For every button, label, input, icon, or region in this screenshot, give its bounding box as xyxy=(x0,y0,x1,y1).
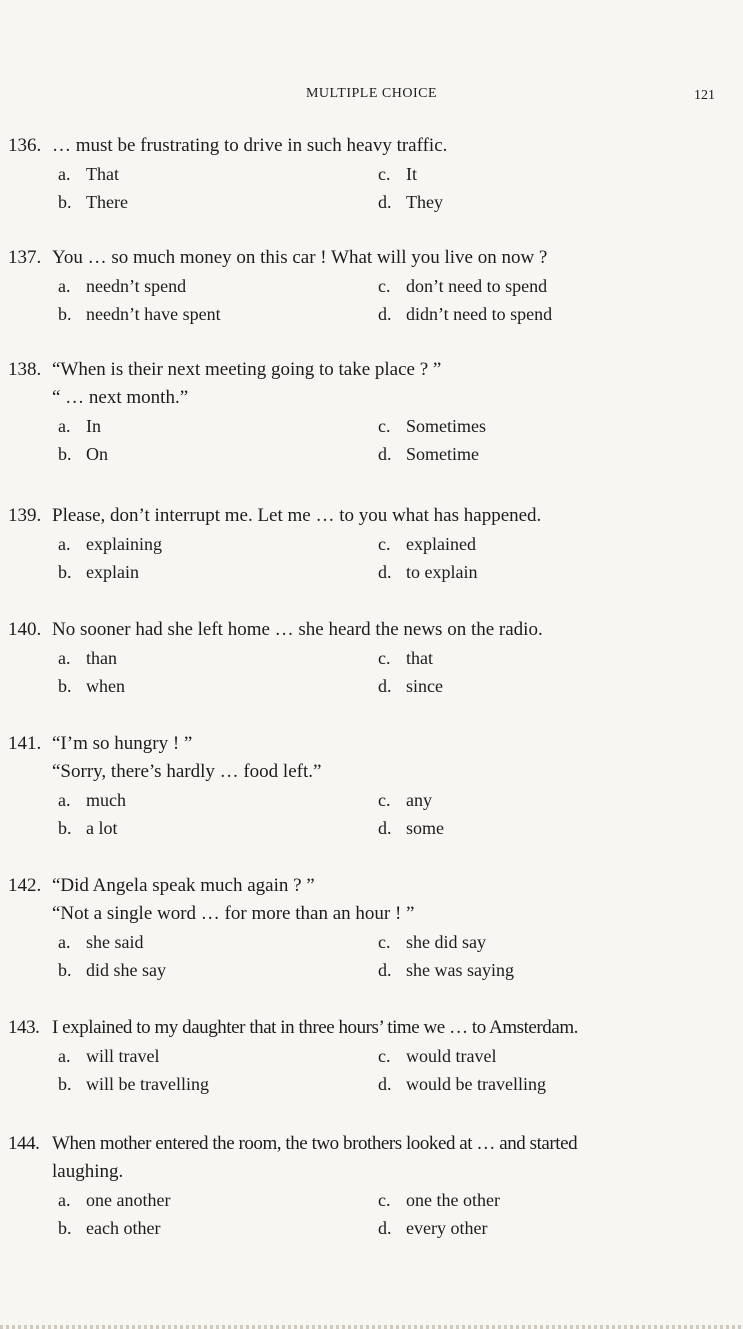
option-list xyxy=(8,786,730,842)
question-stem-continued: laughing. xyxy=(52,1161,124,1182)
question-137 xyxy=(8,244,730,328)
question-stem xyxy=(8,730,730,758)
option-a: a. explaining xyxy=(58,534,162,554)
question-stem xyxy=(8,244,730,272)
option-c: c. she did say xyxy=(378,932,486,952)
option-list xyxy=(8,928,730,984)
option-list xyxy=(8,272,730,328)
stem-text: When mother entered the room, the two brothers looked at … and started xyxy=(52,1133,578,1154)
option-d: d. every other xyxy=(378,1218,488,1238)
question-141 xyxy=(8,730,730,842)
option-c: c. don’t need to spend xyxy=(378,276,548,296)
option-c: c. It xyxy=(378,164,417,184)
option-b: b. will be travelling xyxy=(58,1074,209,1094)
option-c: c. Sometimes xyxy=(378,416,486,436)
option-b: b. explain xyxy=(58,562,139,582)
question-number: 140. xyxy=(8,619,42,640)
option-d: d. They xyxy=(378,192,443,212)
option-a: a. will travel xyxy=(58,1046,160,1066)
option-d: d. she was saying xyxy=(378,960,514,980)
option-c: c. explained xyxy=(378,534,476,554)
option-a: a. than xyxy=(58,648,117,668)
option-d: d. since xyxy=(378,676,443,696)
question-stem xyxy=(8,502,730,530)
option-d: d. would be travelling xyxy=(378,1074,546,1094)
option-a: a. That xyxy=(58,164,119,184)
option-d: d. some xyxy=(378,818,444,838)
question-140 xyxy=(8,616,730,700)
question-number: 138. xyxy=(8,359,42,380)
question-number: 141. xyxy=(8,733,42,754)
option-b: b. did she say xyxy=(58,960,166,980)
question-number: 139. xyxy=(8,505,42,526)
option-a: a. she said xyxy=(58,932,144,952)
option-b: b. On xyxy=(58,444,108,464)
option-a: a. much xyxy=(58,790,126,810)
option-b: b. needn’t have spent xyxy=(58,304,221,324)
question-number: 136. xyxy=(8,135,42,156)
stem-text: You … so much money on this car ! What will you live on now ? xyxy=(52,247,548,268)
option-b: b. There xyxy=(58,192,128,212)
stem-text: No sooner had she left home … she heard the news on the radio. xyxy=(52,619,543,640)
stem-text: Please, don’t interrupt me. Let me … to you what has happened. xyxy=(52,505,542,526)
option-c: c. one the other xyxy=(378,1190,500,1210)
option-d: d. to explain xyxy=(378,562,478,582)
option-c: c. would travel xyxy=(378,1046,497,1066)
option-list xyxy=(8,1042,730,1098)
question-stem xyxy=(8,1130,730,1158)
question-138 xyxy=(8,356,730,468)
question-142 xyxy=(8,872,730,984)
option-d: d. Sometime xyxy=(378,444,479,464)
option-list xyxy=(8,160,730,216)
option-a: a. In xyxy=(58,416,101,436)
question-number: 137. xyxy=(8,247,42,268)
question-stem-continued: “ … next month.” xyxy=(52,387,189,408)
question-stem xyxy=(8,616,730,644)
option-d: d. didn’t need to spend xyxy=(378,304,553,324)
question-number: 143. xyxy=(8,1017,40,1038)
question-stem xyxy=(8,872,730,900)
question-stem-continued: “Sorry, there’s hardly … food left.” xyxy=(52,761,322,782)
option-c: c. any xyxy=(378,790,432,810)
stem-text: “I’m so hungry ! ” xyxy=(52,733,193,754)
stem-text: “When is their next meeting going to take place ? ” xyxy=(52,359,442,380)
stem-text: … must be frustrating to drive in such heavy traffic. xyxy=(52,135,448,156)
question-139 xyxy=(8,502,730,586)
question-stem xyxy=(8,132,730,160)
question-number: 144. xyxy=(8,1133,40,1154)
option-a: a. one another xyxy=(58,1190,171,1210)
question-136 xyxy=(8,132,730,216)
option-list xyxy=(8,1186,730,1242)
option-list xyxy=(8,412,730,468)
page-number: 121 xyxy=(694,88,715,103)
question-143 xyxy=(8,1014,730,1098)
page-bottom-edge xyxy=(0,1325,743,1329)
stem-text: “Did Angela speak much again ? ” xyxy=(52,875,315,896)
question-number: 142. xyxy=(8,875,42,896)
option-list xyxy=(8,644,730,700)
option-a: a. needn’t spend xyxy=(58,276,187,296)
question-stem xyxy=(8,1014,730,1042)
option-b: b. when xyxy=(58,676,125,696)
option-b: b. each other xyxy=(58,1218,161,1238)
option-list xyxy=(8,530,730,586)
question-stem xyxy=(8,356,730,384)
question-144 xyxy=(8,1130,730,1242)
option-c: c. that xyxy=(378,648,433,668)
question-stem-continued: “Not a single word … for more than an hour ! ” xyxy=(52,903,415,924)
running-head: MULTIPLE CHOICE xyxy=(305,86,438,101)
stem-text: I explained to my daughter that in three hours’ time we … to Amsterdam. xyxy=(52,1017,578,1038)
option-b: b. a lot xyxy=(58,818,118,838)
